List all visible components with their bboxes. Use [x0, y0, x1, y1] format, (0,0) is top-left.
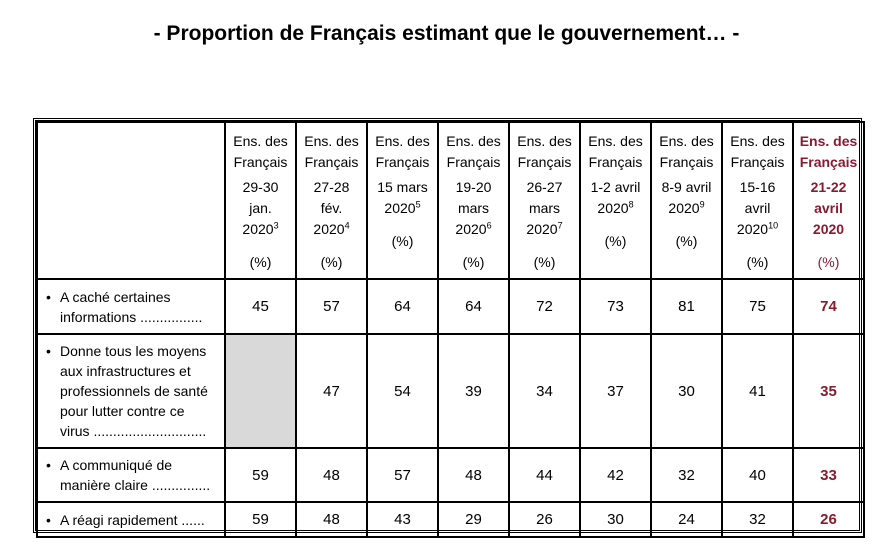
- column-header: [722, 122, 793, 279]
- footnote-ref: 7: [557, 220, 563, 231]
- value-cell: 64: [367, 279, 438, 334]
- header-date-line: 27-28: [313, 179, 350, 195]
- header-unit: (%): [533, 254, 556, 270]
- header-population-line: Ens. des: [446, 133, 501, 149]
- value-cell: 32: [722, 502, 793, 537]
- value-cell: 81: [651, 279, 722, 334]
- header-date-line: 15-16: [739, 179, 776, 195]
- header-year: 2020: [242, 221, 274, 237]
- footnote-ref: 5: [415, 199, 421, 210]
- header-unit: (%): [391, 233, 414, 249]
- header-date-line: 19-20: [455, 179, 492, 195]
- header-year: 2020: [812, 221, 845, 237]
- header-date-line: 1-2 avril: [590, 179, 641, 195]
- value-cell: 75: [722, 279, 793, 334]
- column-header: [296, 122, 367, 279]
- value-cell: 41: [722, 334, 793, 448]
- row-label-line: aux infrastructures et: [60, 363, 191, 379]
- header-date-line: 8-9 avril: [661, 179, 712, 195]
- table-row: [37, 334, 864, 448]
- row-label-line: professionnels de santé: [60, 383, 208, 399]
- footnote-ref: 9: [699, 199, 705, 210]
- header-date-line: mars: [528, 200, 561, 216]
- row-label-line: A communiqué de: [60, 457, 173, 473]
- bullet-icon: •: [46, 288, 51, 305]
- row-label-line: manière claire ...............: [60, 477, 211, 493]
- value-cell: 34: [509, 334, 580, 448]
- header-unit: (%): [675, 233, 698, 249]
- bullet-icon: •: [46, 343, 51, 359]
- value-cell: 26: [793, 502, 864, 537]
- survey-table: [33, 118, 862, 533]
- header-population-line: Français: [730, 154, 785, 170]
- table-row: [37, 502, 864, 537]
- header-unit: (%): [462, 254, 485, 270]
- header-year: 2020: [384, 200, 416, 216]
- footnote-ref: 6: [486, 220, 492, 231]
- value-cell: 59: [225, 448, 296, 502]
- value-cell: 48: [296, 502, 367, 537]
- value-cell: 42: [580, 448, 651, 502]
- header-date-line: avril: [814, 200, 843, 216]
- value-cell: 35: [793, 334, 864, 448]
- header-unit: (%): [817, 254, 840, 270]
- footnote-ref: 8: [628, 199, 634, 210]
- value-cell: 57: [296, 279, 367, 334]
- header-population-line: Ens. des: [375, 133, 430, 149]
- header-date-line: 26-27: [526, 179, 563, 195]
- header-date-line: mars: [457, 200, 490, 216]
- value-cell: 48: [296, 448, 367, 502]
- row-label-line: virus .............................: [60, 423, 207, 439]
- bullet-icon: •: [46, 511, 51, 528]
- header-population-line: Français: [304, 154, 359, 170]
- header-unit: (%): [320, 254, 343, 270]
- header-date-line: jan.: [249, 200, 272, 216]
- column-header: [438, 122, 509, 279]
- header-population-line: Français: [517, 154, 572, 170]
- value-cell: 40: [722, 448, 793, 502]
- row-label-line: pour lutter contre ce: [60, 403, 185, 419]
- header-population-line: Ens. des: [659, 133, 714, 149]
- value-cell: 72: [509, 279, 580, 334]
- header-population-line: Français: [233, 154, 288, 170]
- column-header-latest: [793, 122, 864, 279]
- header-population-line: Français: [659, 154, 714, 170]
- footnote-ref: 4: [344, 220, 350, 231]
- header-year: 2020: [455, 221, 487, 237]
- header-blank-cell: [37, 122, 225, 279]
- row-label-line: informations ................: [60, 308, 203, 325]
- value-cell: 54: [367, 334, 438, 448]
- header-year: 2020: [597, 200, 629, 216]
- bullet-icon: •: [46, 457, 51, 473]
- header-population-line: Ens. des: [799, 133, 858, 149]
- header-date-line: fév.: [320, 200, 343, 216]
- header-date-line: 29-30: [242, 179, 279, 195]
- value-cell: 44: [509, 448, 580, 502]
- table-row: [37, 448, 864, 502]
- page-title: - Proportion de Français estimant que le gouvernement… -: [153, 22, 740, 45]
- footnote-ref: 10: [768, 220, 779, 231]
- column-header: [509, 122, 580, 279]
- value-cell: 45: [225, 279, 296, 334]
- value-cell: 48: [438, 448, 509, 502]
- header-year: 2020: [736, 221, 769, 237]
- header-population-line: Ens. des: [233, 133, 288, 149]
- header-unit: (%): [746, 254, 769, 270]
- header-unit: (%): [249, 254, 272, 270]
- row-label: [37, 279, 225, 334]
- value-cell: 29: [438, 502, 509, 537]
- header-date-line: avril: [744, 200, 771, 216]
- column-header: [367, 122, 438, 279]
- value-cell: 32: [651, 448, 722, 502]
- header-year: 2020: [668, 200, 700, 216]
- header-population-line: Ens. des: [304, 133, 359, 149]
- footnote-ref: 3: [273, 220, 279, 231]
- value-cell: 33: [793, 448, 864, 502]
- value-cell: 39: [438, 334, 509, 448]
- header-population-line: Français: [446, 154, 501, 170]
- value-cell: 59: [225, 502, 296, 537]
- row-label: [37, 502, 225, 537]
- row-label: [37, 334, 225, 448]
- row-label-line: A réagi rapidement ......: [60, 511, 205, 528]
- value-cell: 47: [296, 334, 367, 448]
- empty-cell: [225, 334, 296, 448]
- value-cell: 30: [580, 502, 651, 537]
- value-cell: 73: [580, 279, 651, 334]
- value-cell: 57: [367, 448, 438, 502]
- row-label: [37, 448, 225, 502]
- header-row: [37, 122, 864, 279]
- value-cell: 30: [651, 334, 722, 448]
- column-header: [651, 122, 722, 279]
- header-unit: (%): [604, 233, 627, 249]
- header-date-line: 15 mars: [377, 179, 428, 195]
- header-population-line: Ens. des: [730, 133, 785, 149]
- value-cell: 24: [651, 502, 722, 537]
- header-population-line: Ens. des: [517, 133, 572, 149]
- header-year: 2020: [526, 221, 558, 237]
- header-population-line: Français: [799, 154, 858, 170]
- value-cell: 26: [509, 502, 580, 537]
- header-population-line: Français: [588, 154, 643, 170]
- value-cell: 43: [367, 502, 438, 537]
- value-cell: 74: [793, 279, 864, 334]
- column-header: [580, 122, 651, 279]
- value-cell: 37: [580, 334, 651, 448]
- header-population-line: Ens. des: [588, 133, 643, 149]
- value-cell: 64: [438, 279, 509, 334]
- header-date-line: 21-22: [810, 179, 847, 195]
- column-header: [225, 122, 296, 279]
- row-label-line: A caché certaines: [60, 288, 171, 305]
- header-population-line: Français: [375, 154, 430, 170]
- header-year: 2020: [313, 221, 345, 237]
- table-row: [37, 279, 864, 334]
- row-label-line: Donne tous les moyens: [60, 343, 207, 359]
